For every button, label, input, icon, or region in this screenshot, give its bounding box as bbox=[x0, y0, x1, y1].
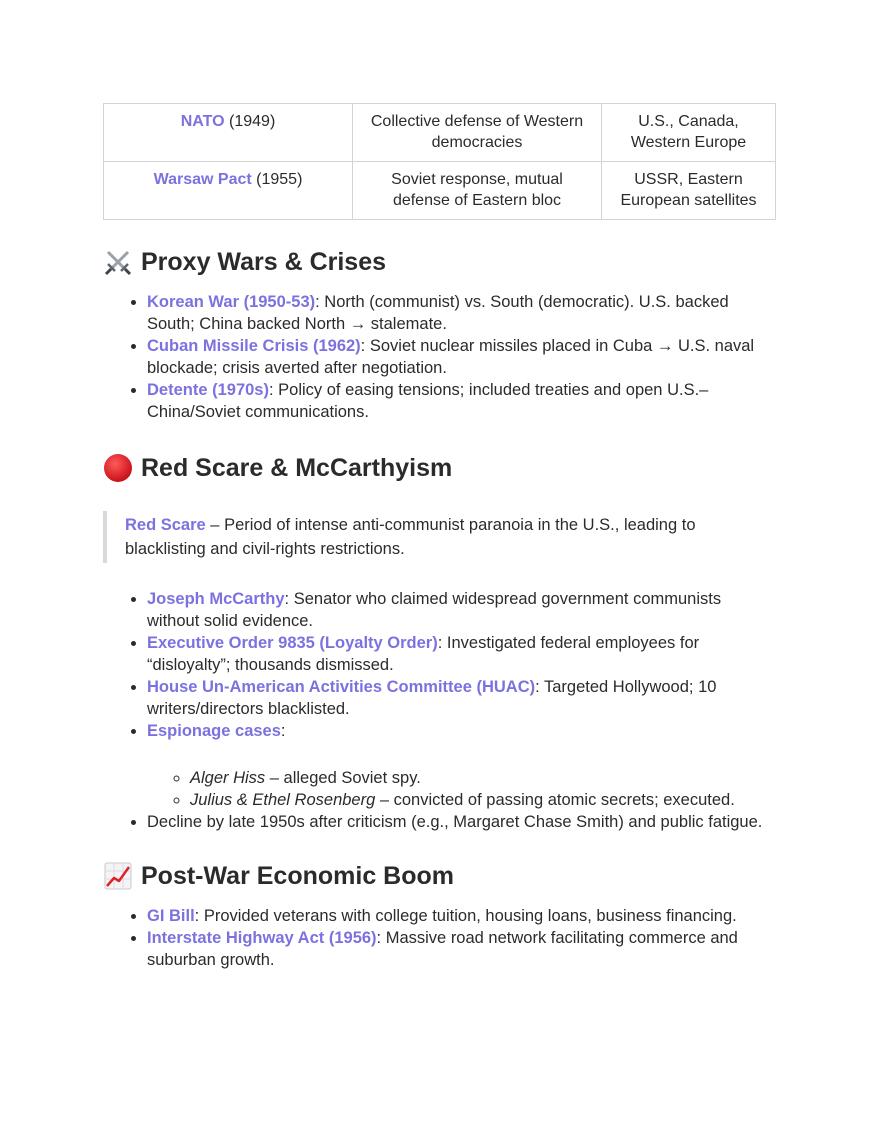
proxy-wars-section bbox=[103, 245, 776, 423]
table-cell-alliance bbox=[104, 162, 353, 220]
sublist-item-name: Alger Hiss bbox=[190, 769, 266, 787]
economic-boom-heading bbox=[103, 859, 776, 893]
document-page bbox=[103, 103, 776, 971]
sublist-item-name: Julius & Ethel Rosenberg bbox=[190, 791, 376, 809]
list-item-text: : Provided veterans with college tuition, housing loans, business financing. bbox=[194, 907, 737, 925]
list-item-term: GI Bill bbox=[147, 907, 195, 925]
list-item-text: : Soviet nuclear missiles placed in Cuba → U.S. naval blockade; crisis averted after negotiation. bbox=[147, 337, 755, 377]
list-item-text: : Policy of easing tensions; included treaties and open U.S.–China/Soviet communications. bbox=[147, 381, 709, 421]
red-scare-title: Red Scare & McCarthyism bbox=[141, 454, 453, 482]
table-cell-members: USSR, Eastern European satellites bbox=[602, 162, 776, 220]
economic-boom-section bbox=[103, 859, 776, 971]
red-scare-section bbox=[103, 451, 776, 833]
table-cell-purpose: Collective defense of Western democracies bbox=[353, 104, 602, 162]
proxy-wars-list bbox=[103, 291, 776, 423]
table-cell-members: U.S., Canada, Western Europe bbox=[602, 104, 776, 162]
list-item-term: Executive Order 9835 (Loyalty Order) bbox=[147, 634, 438, 652]
definition-term: Red Scare bbox=[125, 516, 206, 534]
alliance-year: (1955) bbox=[251, 171, 303, 188]
chart-increasing-icon bbox=[103, 861, 133, 891]
alliance-name: NATO bbox=[180, 113, 225, 130]
sublist-item-text: – convicted of passing atomic secrets; executed. bbox=[375, 791, 735, 809]
economic-boom-title: Post-War Economic Boom bbox=[141, 862, 454, 890]
sublist-item-text: – alleged Soviet spy. bbox=[265, 769, 421, 787]
list-item-term: Detente (1970s) bbox=[147, 381, 269, 399]
list-item-term: Joseph McCarthy bbox=[147, 590, 285, 608]
list-item-term: Korean War (1950-53) bbox=[147, 293, 316, 311]
table-cell-alliance bbox=[104, 104, 353, 162]
list-item-text: : Senator who claimed widespread government communists without solid evidence. bbox=[147, 590, 722, 630]
list-item bbox=[147, 335, 776, 379]
sublist-item bbox=[190, 789, 776, 811]
list-item-term: Espionage cases bbox=[147, 722, 281, 740]
list-item-term: Cuban Missile Crisis (1962) bbox=[147, 337, 361, 355]
alliance-table bbox=[103, 103, 776, 220]
list-item-term: Interstate Highway Act (1956) bbox=[147, 929, 377, 947]
list-item-text: : North (communist) vs. South (democratic). U.S. backed South; China backed North → stalemate. bbox=[147, 293, 729, 333]
list-item-text: : Investigated federal employees for “disloyalty”; thousands dismissed. bbox=[147, 634, 700, 674]
table-row bbox=[104, 162, 776, 220]
red-scare-heading bbox=[103, 451, 776, 485]
list-item bbox=[147, 379, 776, 423]
red-scare-definition bbox=[103, 511, 776, 563]
list-item-text: : bbox=[280, 722, 286, 740]
list-item bbox=[147, 291, 776, 335]
list-item-text: : Targeted Hollywood; 10 writers/directors blacklisted. bbox=[147, 678, 717, 718]
list-item bbox=[147, 905, 776, 927]
sublist-item bbox=[190, 767, 776, 789]
list-item bbox=[147, 632, 776, 676]
table-row bbox=[104, 104, 776, 162]
table-cell-purpose: Soviet response, mutual defense of Eastern bloc bbox=[353, 162, 602, 220]
espionage-sublist bbox=[147, 767, 776, 811]
crossed-swords-icon bbox=[103, 247, 133, 277]
alliance-year: (1949) bbox=[224, 113, 276, 130]
list-item bbox=[147, 676, 776, 720]
list-item bbox=[147, 927, 776, 971]
alliance-name: Warsaw Pact bbox=[153, 171, 252, 188]
definition-text: – Period of intense anti-communist paranoia in the U.S., leading to blacklisting and civil-rights restrictions. bbox=[125, 516, 696, 558]
red-scare-list bbox=[103, 588, 776, 833]
red-circle-icon bbox=[103, 453, 133, 483]
list-item-term: House Un-American Activities Committee (HUAC) bbox=[147, 678, 536, 696]
list-item bbox=[147, 720, 776, 811]
proxy-wars-heading bbox=[103, 245, 776, 279]
list-item bbox=[147, 588, 776, 632]
list-item-text: Decline by late 1950s after criticism (e.g., Margaret Chase Smith) and public fatigue. bbox=[147, 813, 763, 831]
proxy-wars-title: Proxy Wars & Crises bbox=[141, 248, 387, 276]
list-item bbox=[147, 811, 776, 833]
list-item-text: : Massive road network facilitating commerce and suburban growth. bbox=[147, 929, 738, 969]
economic-boom-list bbox=[103, 905, 776, 971]
